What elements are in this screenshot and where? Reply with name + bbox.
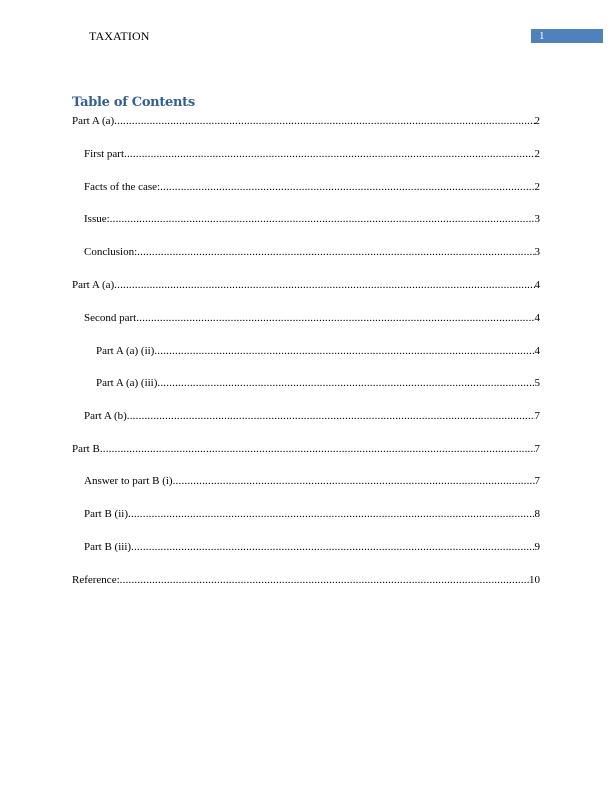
toc-leader-dots [124,147,534,161]
toc-leader-dots [160,180,534,194]
toc-entry-label: Part B (iii) [84,541,132,553]
toc-leader-dots [110,212,535,226]
toc-entry-page: 4 [534,345,540,357]
toc-leader-dots [137,245,534,259]
toc-entry-page: 7 [534,475,540,487]
toc-entry-label: Issue: [84,213,110,225]
toc-entry-page: 9 [534,541,540,553]
toc-entry[interactable] [84,245,540,259]
toc-entry-label: Conclusion: [84,246,138,258]
toc-leader-dots [120,573,529,587]
toc-entry-page: 10 [529,574,540,586]
toc-entry[interactable] [84,311,540,325]
toc-entry-label: Answer to part B (i) [84,475,173,487]
toc-entry[interactable] [84,409,540,423]
toc-entry[interactable] [72,114,540,128]
toc-entry-page: 2 [534,148,540,160]
toc-entry[interactable] [72,573,540,587]
toc-entry-label: Part B (ii) [84,508,128,520]
toc-entry[interactable] [84,180,540,194]
toc-title: Table of Contents [72,95,195,110]
toc-entry-label: Part A (a) (ii) [96,345,155,357]
toc-leader-dots [127,409,535,423]
toc-entry-label: Part A (a) (iii) [96,377,158,389]
page-number-badge [531,29,603,43]
toc-entry[interactable] [96,376,540,390]
toc-entry-label: Part A (a) [72,115,115,127]
toc-entry[interactable] [72,278,540,292]
toc-leader-dots [114,278,534,292]
toc-entry-page: 7 [534,443,540,455]
toc-leader-dots [157,376,534,390]
toc-entry[interactable] [72,442,540,456]
page-number: 1 [539,30,545,42]
toc-entry-page: 8 [534,508,540,520]
toc-entry-label: Facts of the case: [84,181,161,193]
toc-entry-page: 4 [534,312,540,324]
toc-entry-page: 5 [534,377,540,389]
toc-entry-label: Part A (b) [84,410,127,422]
toc-entry-label: Second part [84,312,137,324]
toc-leader-dots [154,344,534,358]
toc-leader-dots [114,114,534,128]
toc-entry-label: Part B [72,443,100,455]
toc-entry[interactable] [84,212,540,226]
toc-entry-page: 3 [534,246,540,258]
toc-entry[interactable] [96,344,540,358]
toc-entry[interactable] [84,540,540,554]
toc-entry[interactable] [84,507,540,521]
toc-entry[interactable] [84,147,540,161]
toc-entry-label: First part [84,148,125,160]
toc-entry-label: Part A (a) [72,279,115,291]
toc-leader-dots [173,474,535,488]
toc-leader-dots [136,311,534,325]
header-title: TAXATION [89,29,150,43]
toc-entry-page: 7 [534,410,540,422]
toc-entry-page: 2 [534,115,540,127]
toc-leader-dots [100,442,535,456]
toc-entry[interactable] [84,474,540,488]
toc-entry-page: 4 [534,279,540,291]
toc-entry-page: 2 [534,181,540,193]
toc-entry-label: Reference: [72,574,120,586]
toc-entry-page: 3 [534,213,540,225]
toc-leader-dots [128,507,535,521]
toc-leader-dots [131,540,534,554]
